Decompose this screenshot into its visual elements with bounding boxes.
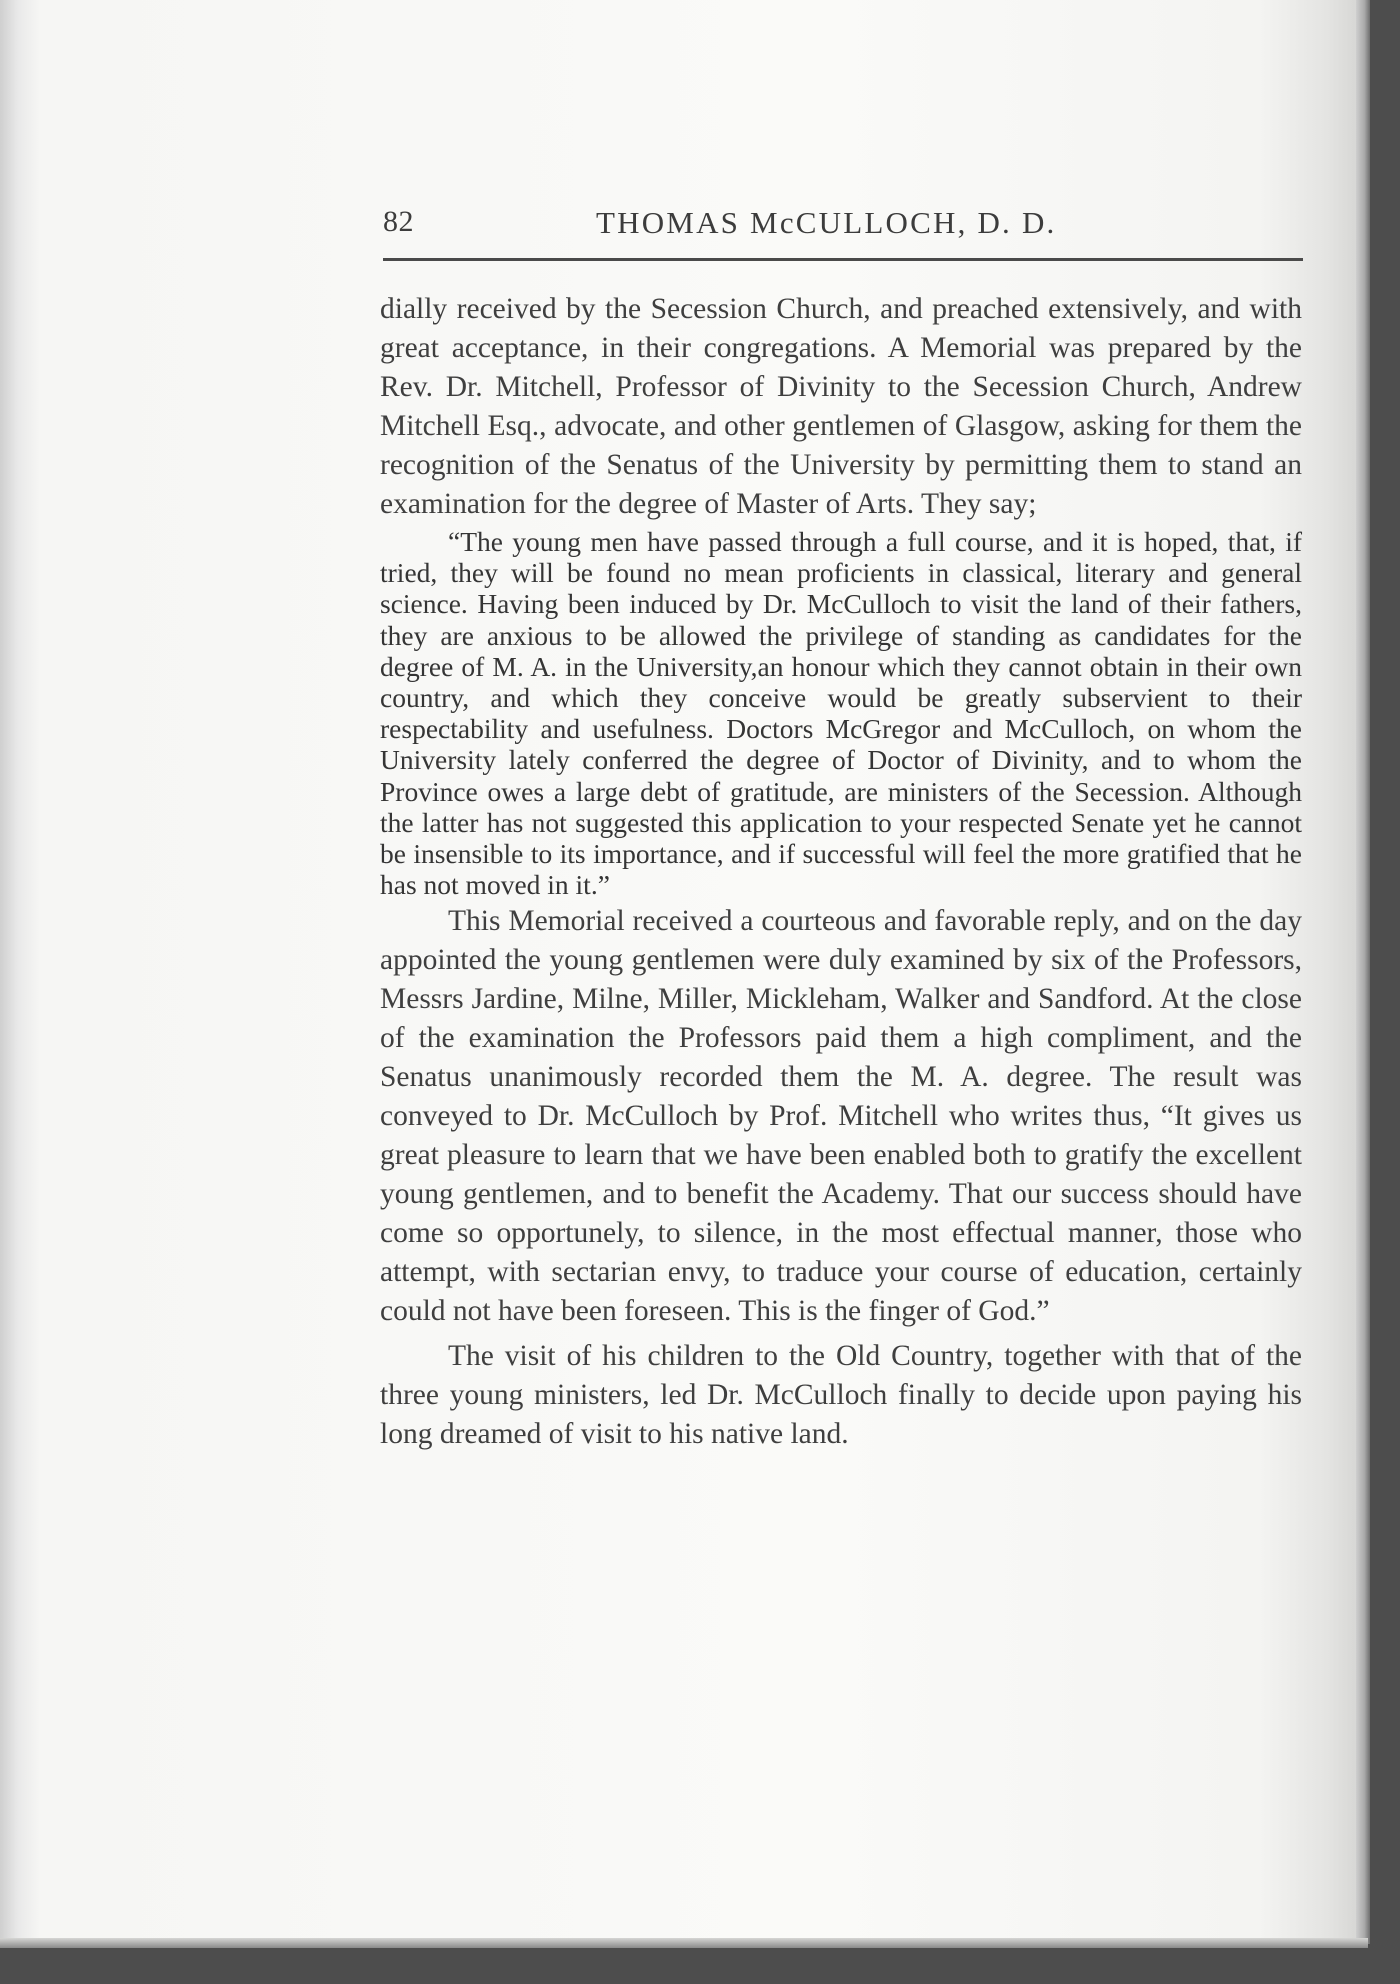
page-edge	[1356, 0, 1370, 1944]
paragraph-memorial: This Memorial received a courteous and favorable reply, and on the day appointed the young gentlemen were duly examined by six of the Professors, Messrs Jardine, Milne, Miller, Mickleham, Walker and Sandford. At the close of the examination the Professors paid them a high compliment, and the Senatus unanimously recorded them the M. A. degree. The result was conveyed to Dr. McCulloch by Prof. Mitchell who writes thus, “It gives us great pleasure to learn that we have been enabled both to gratify the excellent young gentlemen, and to benefit the Academy. That our success should have come so opportunely, to silence, in the most effectual manner, those who attempt, with sectarian envy, to traduce your course of education, certainly could not have been foreseen. This is the finger of God.”	[380, 905, 1302, 1328]
paragraph-visit: The visit of his children to the Old Country, together with that of the three young ministers, led Dr. McCulloch finally to decide upon paying his long dreamed of visit to his native land.	[380, 1340, 1302, 1451]
page-bottom-edge	[0, 1938, 1368, 1948]
running-title: THOMAS McCULLOCH, D. D.	[596, 205, 1057, 240]
body-text	[380, 290, 1302, 1454]
page-number: 82	[383, 205, 414, 238]
block-quote: “The young men have passed through a full course, and it is hoped, that, if tried, they will be found no mean proficients in classical, literary and general science. Having been induced by Dr. McCulloch to visit the land of their fathers, they are anxious to be allowed the privilege of standing as candidates for the degree of M. A. in the University,an honour which they cannot obtain in their own country, and which they conceive would be greatly subservient to their respectability and usefulness. Doctors McGregor and McCulloch, on whom the University lately conferred the degree of Doctor of Divinity, and to whom the Province owes a large debt of gratitude, are ministers of the Secession. Although the latter has not suggested this application to your respected Senate yet he cannot be insensible to its importance, and if successful will feel the more gratified that he has not moved in it.”	[380, 526, 1302, 901]
header-rule	[383, 258, 1303, 261]
paragraph-opening: dially received by the Secession Church, and preached extensively, and with great acceptance, in their congregations. A Memorial was prepared by the Rev. Dr. Mitchell, Professor of Divinity to the Secession Church, Andrew Mitchell Esq., advocate, and other gentlemen of Glasgow, asking for them the recognition of the Senatus of the University by permitting them to stand an examination for the degree of Master of Arts. They say;	[380, 293, 1302, 520]
page-header	[383, 205, 1303, 255]
